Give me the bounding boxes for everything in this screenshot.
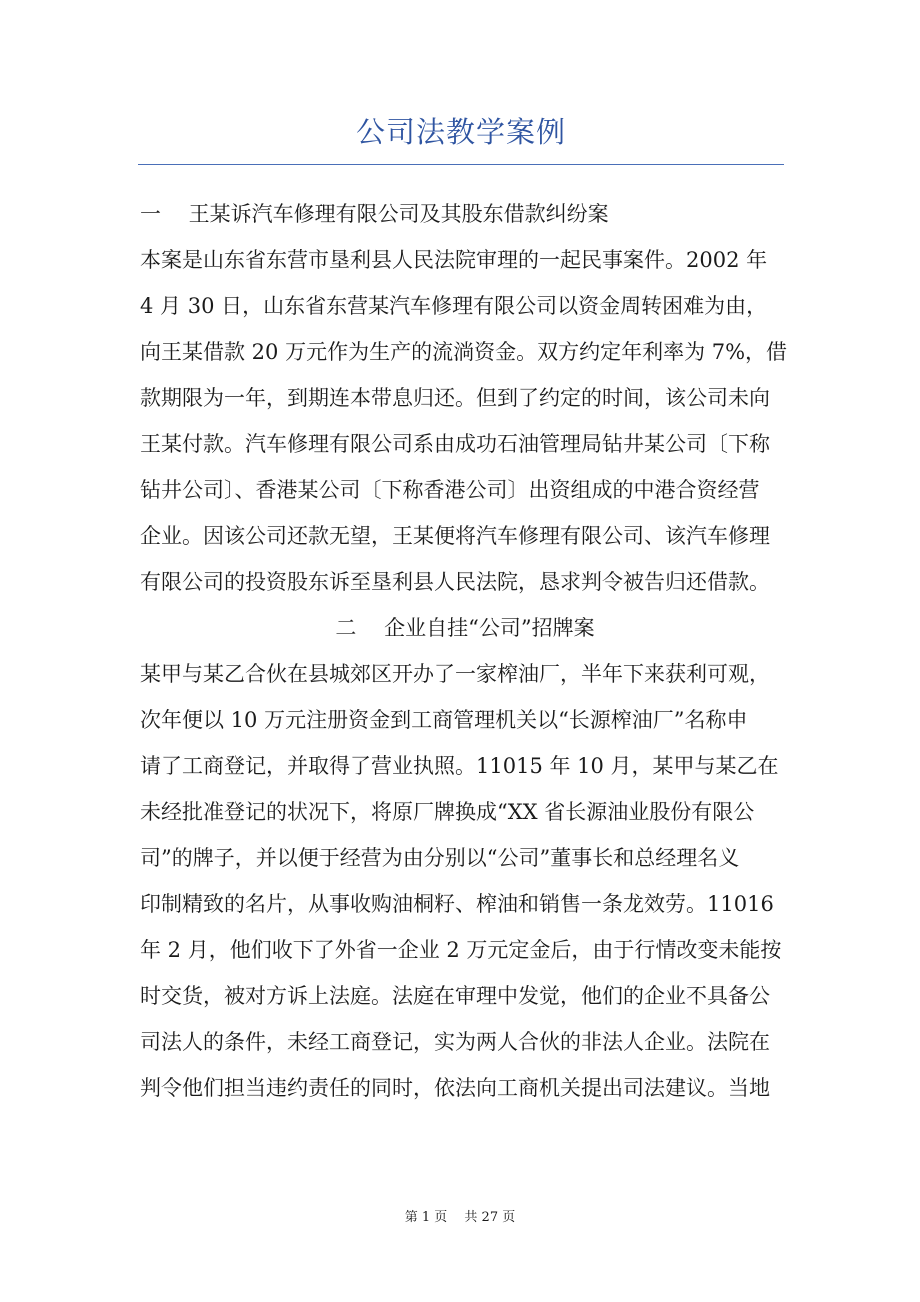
- body-line: 款期限为一年，到期连本带息归还。但到了约定的时间，该公司未向: [140, 386, 770, 410]
- document-body: [140, 191, 790, 1111]
- body-line: 王某付款。汽车修理有限公司系由成功石油管理局钻井某公司〔下称: [140, 432, 770, 456]
- document-title: 公司法教学案例: [355, 115, 566, 149]
- title-underline: [138, 164, 784, 165]
- body-line: 判令他们担当违约责任的同时，依法向工商机关提出司法建议。当地: [140, 1076, 770, 1100]
- body-line: 某甲与某乙合伙在县城郊区开办了一家榨油厂，半年下来获利可观，: [140, 662, 770, 686]
- body-line: 司法人的条件，未经工商登记，实为两人合伙的非法人企业。法院在: [140, 1030, 770, 1054]
- section-heading-2: 二 企业自挂“公司”招牌案: [335, 616, 595, 640]
- body-line: 司”的牌子，并以便于经营为由分别以“公司”董事长和总经理名义: [140, 846, 740, 870]
- body-line: 印制精致的名片，从事收购油桐籽、榨油和销售一条龙效劳。11016: [140, 892, 774, 916]
- section-heading-1: 一 王某诉汽车修理有限公司及其股东借款纠纷案: [140, 202, 609, 226]
- body-line: 请了工商登记，并取得了营业执照。11015 年 10 月，某甲与某乙在: [140, 754, 779, 778]
- body-line: 4 月 30 日，山东省东营某汽车修理有限公司以资金周转困难为由，: [140, 294, 768, 318]
- body-line: 时交货，被对方诉上法庭。法庭在审理中发觉，他们的企业不具备公: [140, 984, 770, 1008]
- body-line: 本案是山东省东营市垦利县人民法院审理的一起民事案件。2002 年: [140, 248, 768, 272]
- body-line: 未经批准登记的状况下，将原厂牌换成“XX 省长源油业股份有限公: [140, 800, 755, 824]
- body-line: 有限公司的投资股东诉至垦利县人民法院，恳求判令被告归还借款。: [140, 570, 770, 594]
- page-footer: 第 1 页 共 27 页: [404, 1210, 516, 1225]
- body-line: 钻井公司〕、香港某公司〔下称香港公司〕出资组成的中港合资经营: [140, 478, 760, 502]
- body-line: 向王某借款 20 万元作为生产的流淌资金。双方约定年利率为 7%，借: [140, 340, 788, 364]
- body-line: 企业。因该公司还款无望，王某便将汽车修理有限公司、该汽车修理: [140, 524, 770, 548]
- body-line: 次年便以 10 万元注册资金到工商管理机关以“长源榨油厂”名称申: [140, 708, 748, 732]
- body-line: 年 2 月，他们收下了外省一企业 2 万元定金后，由于行情改变未能按: [140, 938, 782, 962]
